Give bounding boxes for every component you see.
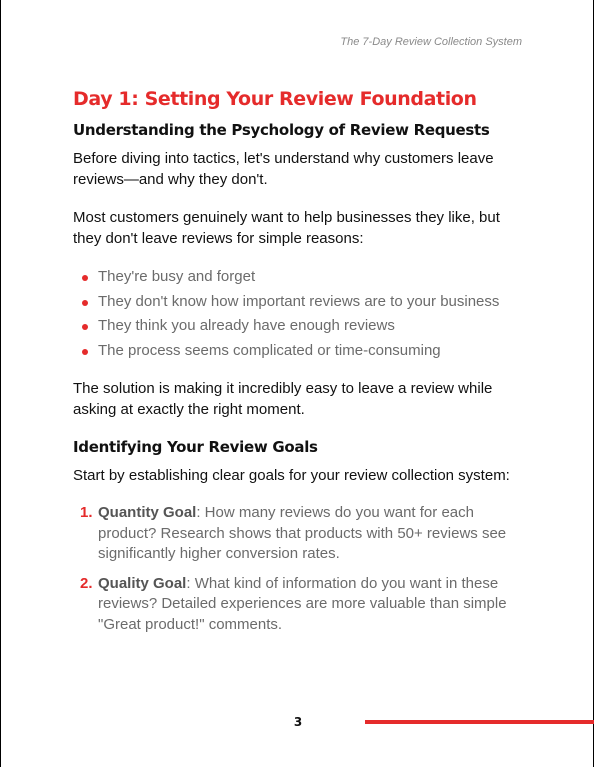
psychology-lead: Most customers genuinely want to help businesses they like, but they don't leave reviews for simple reasons: (73, 209, 500, 247)
list-item (73, 314, 525, 339)
list-item (73, 339, 525, 364)
section-title: Day 1: Setting Your Review Foundation (73, 88, 477, 110)
page-content (73, 88, 525, 644)
goal-term: Quantity Goal (98, 504, 197, 522)
list-item (73, 574, 525, 636)
psychology-heading: Understanding the Psychology of Review Requests (73, 121, 490, 139)
bullet-icon (82, 349, 88, 355)
bullet-icon (82, 300, 88, 306)
reason-text: They don't know how important reviews are to your business (98, 292, 500, 310)
item-number: 1. (80, 504, 93, 522)
list-item (73, 290, 525, 315)
goal-term: Quality Goal (98, 574, 187, 592)
footer-accent-line (365, 720, 594, 724)
goals-heading: Identifying Your Review Goals (73, 438, 318, 457)
goals-list (73, 503, 525, 635)
reason-text: They think you already have enough reviews (98, 317, 395, 335)
psychology-intro: Before diving into tactics, let's understand why customers leave reviews—and why they don't. (73, 150, 494, 188)
list-item (73, 265, 525, 290)
bullet-icon (82, 275, 88, 281)
page-number: 3 (293, 715, 303, 729)
reason-text: The process seems complicated or time-consuming (98, 341, 441, 359)
reason-text: They're busy and forget (98, 268, 256, 285)
reasons-list (73, 265, 525, 363)
item-number: 2. (80, 574, 93, 592)
list-item (73, 503, 525, 565)
running-header: The 7-Day Review Collection System (340, 36, 522, 48)
goal-text: : How many reviews do you want for each product? Research shows that products with 50+ reviews see significantly higher conversion rates. (98, 504, 507, 563)
goals-intro: Start by establishing clear goals for your review collection system: (73, 467, 510, 485)
solution-paragraph: The solution is making it incredibly easy to leave a review while asking at exactly the right moment. (73, 380, 493, 419)
bullet-icon (82, 324, 88, 330)
goal-text: : What kind of information do you want in these reviews? Detailed experiences are more valuable than simple "Great product!" comments. (98, 574, 507, 633)
